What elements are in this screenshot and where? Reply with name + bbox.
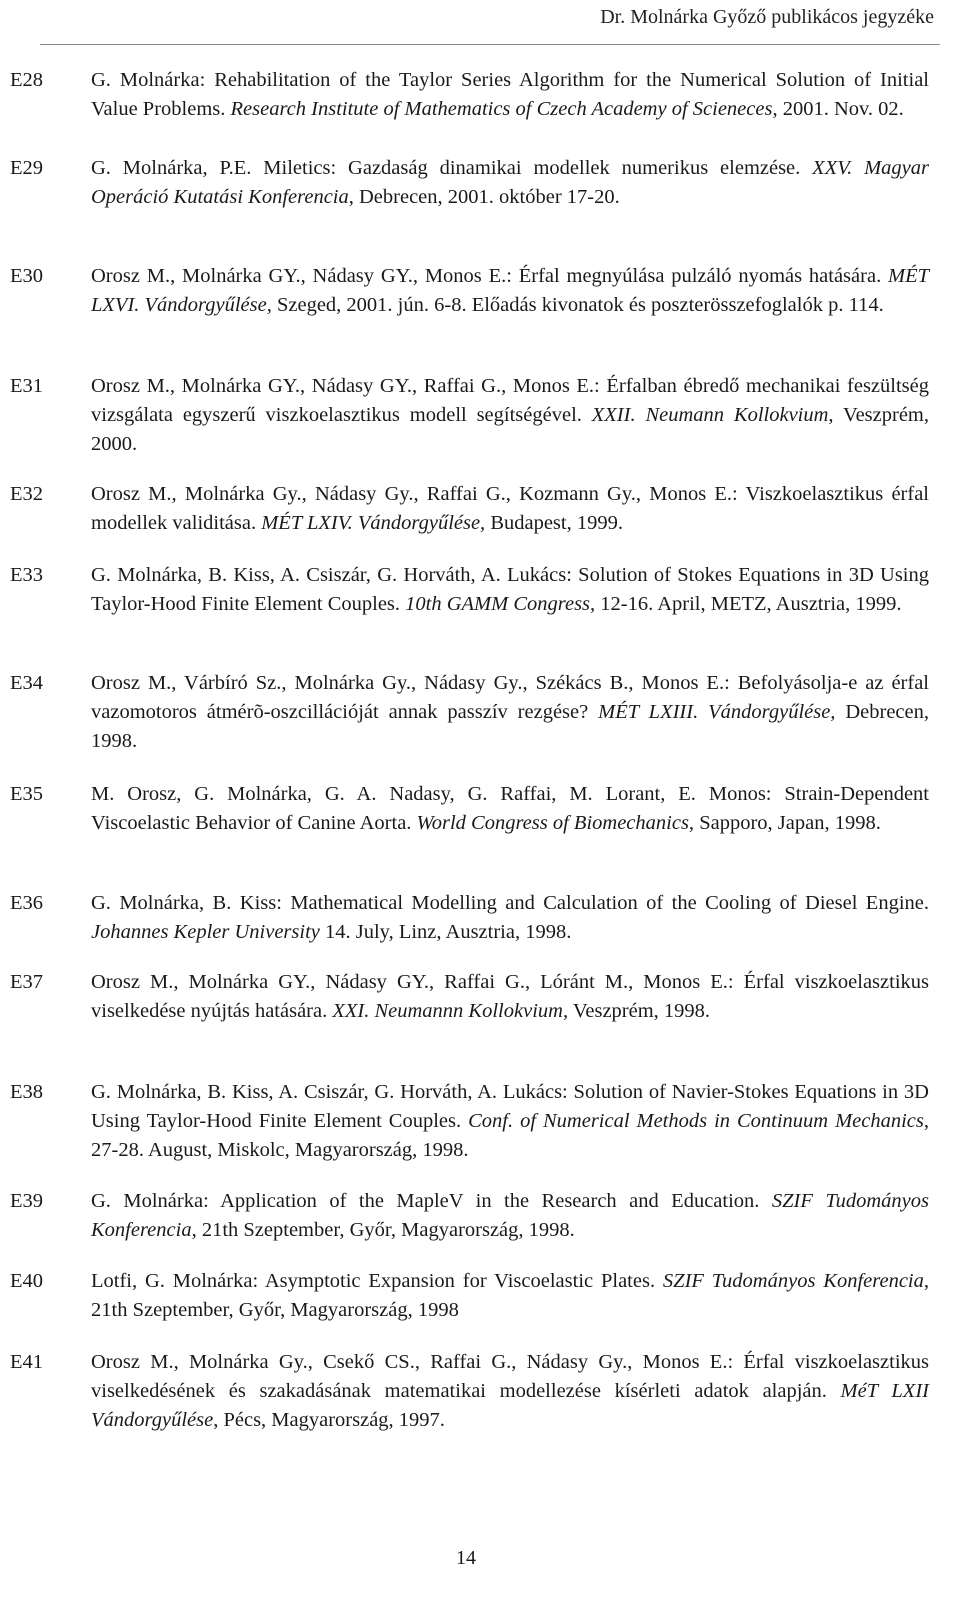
entry-citation [91, 561, 929, 619]
citation-text: Orosz M., Molnárka GY., Nádasy GY., Monos E.: Érfal megnyúlása pulzáló nyomás hatására. [91, 265, 888, 287]
citation-text: Sapporo, Japan, 1998. [694, 811, 881, 834]
citation-text: Orosz M., Molnárka GY., Nádasy GY., Raffai G., Lóránt M., Monos E.: Érfal viszkoelasztikus viselkedése nyújtás hatására. [91, 971, 929, 1022]
entry-code: E32 [10, 483, 44, 505]
citation-text: Debrecen, 1998. [91, 700, 929, 752]
header-divider [40, 44, 940, 45]
citation-text: Orosz M., Molnárka Gy., Csekő CS., Raffai G., Nádasy Gy., Monos E.: Érfal viszkoelasztikus viselkedésének és szakadásának matematikai modellezése kísérleti adatok alapján. [91, 1351, 929, 1402]
entry-code: E37 [10, 971, 44, 993]
citation-venue: MÉT LXIII. Vándorgyűlése, [598, 700, 836, 723]
citation-text: , Debrecen, 2001. október 17-20. [348, 185, 620, 208]
citation-venue: XXII. Neumann Kollokvium, [591, 403, 834, 426]
citation-text: , 21th Szeptember, Győr, Magyarország, 1998 [91, 1270, 929, 1321]
entry-citation [91, 968, 929, 1026]
entry-citation [91, 262, 929, 320]
entry-code: E31 [10, 375, 44, 397]
citation-text: Szeged, 2001. jún. 6-8. Előadás kivonatok és poszterösszefoglalók p. 114. [271, 293, 884, 316]
citation-venue: MéT LXII Vándorgyűlése [91, 1379, 929, 1431]
citation-venue: 10th GAMM Congress [405, 592, 591, 615]
citation-text: G. Molnárka, B. Kiss, A. Csiszár, G. Horváth, A. Lukács: Solution of Stokes Equations in 3D Using Taylor-Hood Finite Element Couples. [91, 564, 929, 615]
citation-text: Lotfi, G. Molnárka: Asymptotic Expansion for Viscoelastic Plates. [91, 1270, 663, 1292]
citation-text: , Pécs, Magyarország, 1997. [213, 1408, 445, 1431]
citation-text: Veszprém, 2000. [91, 403, 929, 455]
citation-text: G. Molnárka, B. Kiss: Mathematical Modelling and Calculation of the Cooling of Diesel Engine. [91, 892, 929, 914]
citation-text: Budapest, 1999. [485, 511, 623, 534]
citation-venue: XXI. Neumannn Kollokvium, [332, 999, 569, 1022]
citation-text: Orosz M., Várbíró Sz., Molnárka Gy., Nádasy Gy., Székács B., Monos E.: Befolyásolja-e az érfal vazomotoros átmérõ-oszcillációját annak passzív rezgése? [91, 672, 929, 723]
citation-text: M. Orosz, G. Molnárka, G. A. Nadasy, G. Raffai, M. Lorant, E. Monos: Strain-Dependent Viscoelastic Behavior of Canine Aorta. [91, 783, 929, 834]
citation-text: , 21th Szeptember, Győr, Magyarország, 1998. [191, 1218, 575, 1241]
entry-code: E39 [10, 1190, 44, 1212]
entry-citation [91, 1348, 929, 1434]
citation-venue: MÉT LXIV. Vándorgyűlése, [261, 511, 486, 534]
entry-code: E36 [10, 892, 44, 914]
entry-code: E33 [10, 564, 44, 586]
citation-venue: Research Institute of Mathematics of Czech Academy of Scieneces [230, 97, 773, 120]
entry-code: E34 [10, 672, 44, 694]
citation-text: 14. July, Linz, Ausztria, 1998. [319, 920, 572, 943]
citation-text: Orosz M., Molnárka GY., Nádasy GY., Raffai G., Monos E.: Érfalban ébredő mechanikai feszültség vizsgálata egyszerű viszkoelasztikus modell segítségével. [91, 375, 929, 426]
entry-code: E29 [10, 157, 44, 179]
citation-text: G. Molnárka, P.E. Miletics: Gazdaság dinamikai modellek numerikus elemzése. [91, 157, 813, 179]
entry-citation [91, 66, 929, 124]
entry-citation [91, 372, 929, 458]
entry-code: E30 [10, 265, 44, 287]
entry-code: E28 [10, 69, 44, 91]
citation-venue: XXV. Magyar Operáció Kutatási Konferencia [91, 157, 930, 208]
citation-text: G. Molnárka, B. Kiss, A. Csiszár, G. Horváth, A. Lukács: Solution of Navier-Stokes Equations in 3D Using Taylor-Hood Finite Element Couples. [91, 1081, 929, 1132]
entry-code: E41 [10, 1351, 44, 1373]
citation-text: G. Molnárka: Rehabilitation of the Taylor Series Algorithm for the Numerical Solution of Initial Value Problems. [91, 69, 929, 120]
entry-citation [91, 1267, 929, 1325]
entry-code: E38 [10, 1081, 44, 1103]
citation-text: , 2001. Nov. 02. [772, 97, 904, 120]
citation-venue: MÉT LXVI. Vándorgyűlése, [91, 265, 929, 316]
citation-text: Orosz M., Molnárka Gy., Nádasy Gy., Raffai G., Kozmann Gy., Monos E.: Viszkoelasztikus érfal modellek validitása. [91, 483, 929, 534]
citation-venue: Conf. of Numerical Methods in Continuum Mechanics [468, 1109, 924, 1132]
citation-venue: SZIF Tudományos Konferencia [91, 1190, 929, 1241]
page-number: 14 [456, 1547, 476, 1569]
entry-citation [91, 889, 929, 947]
entry-citation [91, 669, 929, 755]
entry-citation [91, 1078, 929, 1164]
entry-code: E40 [10, 1270, 44, 1292]
entry-code: E35 [10, 783, 44, 805]
citation-text: Veszprém, 1998. [568, 999, 711, 1022]
citation-venue: World Congress of Biomechanics, [416, 811, 695, 834]
citation-venue: SZIF Tudományos Konferencia [662, 1270, 924, 1292]
entry-citation [91, 480, 929, 538]
citation-venue: Johannes Kepler University [91, 920, 320, 943]
citation-text: G. Molnárka: Application of the MapleV in the Research and Education. [91, 1190, 772, 1212]
citation-text: , 27-28. August, Miskolc, Magyarország, 1998. [91, 1109, 929, 1161]
entry-citation [91, 1187, 929, 1245]
entry-citation [91, 154, 929, 212]
citation-text: , 12-16. April, METZ, Ausztria, 1999. [590, 592, 902, 615]
entry-citation [91, 780, 929, 838]
running-header: Dr. Molnárka Győző publikácos jegyzéke [600, 6, 934, 28]
